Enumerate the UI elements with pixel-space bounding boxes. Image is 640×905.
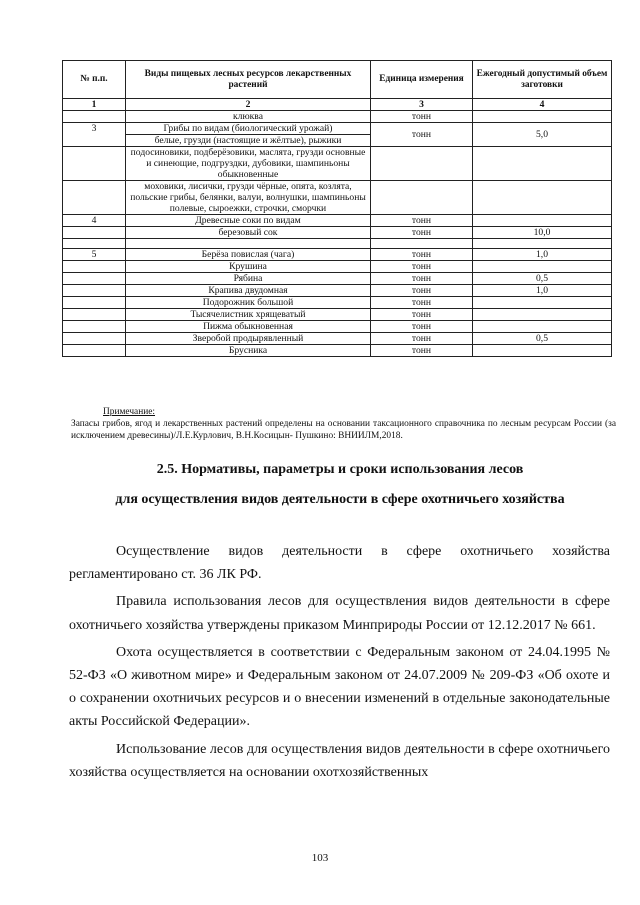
table-row <box>63 297 612 309</box>
row-number: 5 <box>63 249 126 261</box>
resource-name: Тысячелистник хрящеватый <box>126 309 371 321</box>
table-row <box>63 215 612 227</box>
resource-name: клюква <box>126 111 371 123</box>
column-number: 1 <box>63 99 126 111</box>
table-row <box>63 249 612 261</box>
resource-name: Рябина <box>126 273 371 285</box>
table-row <box>63 345 612 357</box>
resource-name: подосиновики, подберёзовики, маслята, грузди основные и синеющие, подгруздки, дубовики, шампиньоны обыкновенные <box>126 147 371 181</box>
paragraph: Использование лесов для осуществления видов деятельности в сфере охотничьего хозяйства осуществляется на основании охотхозяйственных <box>69 741 610 780</box>
resource-unit: тонн <box>371 309 473 321</box>
resource-unit: тонн <box>371 345 473 357</box>
resource-volume: 1,0 <box>473 285 612 297</box>
paragraph: Охота осуществляется в соответствии с Федеральным законом от 24.04.1995 № 52-ФЗ «О животном мире» и Федеральным законом от 24.07.2009 № 209-ФЗ «Об охоте и о сохранении охотничьих ресурсов и о внесении изменений в отдельные законодательные акты Российской Федерации». <box>69 644 610 730</box>
resource-name: Грибы по видам (биологический урожай) <box>126 123 371 135</box>
column-numbers-row <box>63 99 612 111</box>
resource-name: Подорожник большой <box>126 297 371 309</box>
section-title-line-2: для осуществления видов деятельности в сфере охотничьего хозяйства <box>115 492 565 507</box>
table-row <box>63 321 612 333</box>
resource-volume: 0,5 <box>473 273 612 285</box>
resource-name: Берёза повислая (чага) <box>126 249 371 261</box>
table-row <box>63 111 612 123</box>
resource-unit: тонн <box>371 261 473 273</box>
table-row <box>63 227 612 239</box>
resource-unit: тонн <box>371 273 473 285</box>
table-row <box>63 147 612 181</box>
resource-volume: 0,5 <box>473 333 612 345</box>
page-number: 103 <box>311 852 329 864</box>
resource-name: Крушина <box>126 261 371 273</box>
note-title: Примечание: <box>103 407 156 417</box>
table-row <box>63 309 612 321</box>
header-num: № п.п. <box>63 61 126 99</box>
table-row <box>63 273 612 285</box>
header-unit: Единица измерения <box>371 61 473 99</box>
resource-volume: 10,0 <box>473 227 612 239</box>
resource-name: белые, грузди (настоящие и жёлтые), рыжики <box>126 135 371 147</box>
column-number: 4 <box>473 99 612 111</box>
resource-unit: тонн <box>371 215 473 227</box>
table-spacer-row <box>63 239 612 249</box>
section-title-line-1: 2.5. Нормативы, параметры и сроки использования лесов <box>156 462 524 477</box>
resource-unit: тонн <box>371 321 473 333</box>
header-volume: Ежегодный допустимый объем заготовки <box>473 61 612 99</box>
row-number: 3 <box>63 123 126 147</box>
resource-unit: тонн <box>371 249 473 261</box>
body-text <box>69 540 610 788</box>
resource-unit: тонн <box>371 227 473 239</box>
paragraph: Правила использования лесов для осуществления видов деятельности в сфере охотничьего хозяйства утверждены приказом Минприроды России от 12.12.2017 № 661. <box>69 594 610 633</box>
table-row <box>63 181 612 215</box>
resource-name: Пижма обыкновенная <box>126 321 371 333</box>
resource-name: Зверобой продырявленный <box>126 333 371 345</box>
resource-name: Крапива двудомная <box>126 285 371 297</box>
resource-name: березовый сок <box>126 227 371 239</box>
column-number: 3 <box>371 99 473 111</box>
resource-unit: тонн <box>371 111 473 123</box>
resource-name: Брусника <box>126 345 371 357</box>
table-row <box>63 285 612 297</box>
column-number: 2 <box>126 99 371 111</box>
forest-resources-table <box>62 60 612 357</box>
resource-volume: 1,0 <box>473 249 612 261</box>
note-text: Запасы грибов, ягод и лекарственных растений определены на основании таксационного справочника по лесным ресурсам России (за исключением древесины)/Л.Е.Курлович, В.Н.Косицын- Пушкино: ВНИИЛМ,2018. <box>71 419 616 441</box>
row-number: 4 <box>63 215 126 227</box>
resource-name: Древесные соки по видам <box>126 215 371 227</box>
resource-name: моховики, лисички, грузди чёрные, опята, козлята, польские грибы, белянки, валуи, волнушки, шампиньоны полевые, сыроежки, строчки, сморчки <box>126 181 371 215</box>
resource-unit: тонн <box>371 333 473 345</box>
header-name: Виды пищевых лесных ресурсов лекарственных растений <box>126 61 371 99</box>
table-header-row <box>63 61 612 99</box>
table-row <box>63 333 612 345</box>
table-note <box>71 406 616 442</box>
resource-unit: тонн <box>371 123 473 147</box>
paragraph: Осуществление видов деятельности в сфере охотничьего хозяйства регламентировано ст. 36 ЛК РФ. <box>69 544 610 583</box>
resource-unit: тонн <box>371 297 473 309</box>
resource-unit: тонн <box>371 285 473 297</box>
resource-volume: 5,0 <box>473 123 612 147</box>
table-row <box>63 261 612 273</box>
table-row <box>63 123 612 135</box>
